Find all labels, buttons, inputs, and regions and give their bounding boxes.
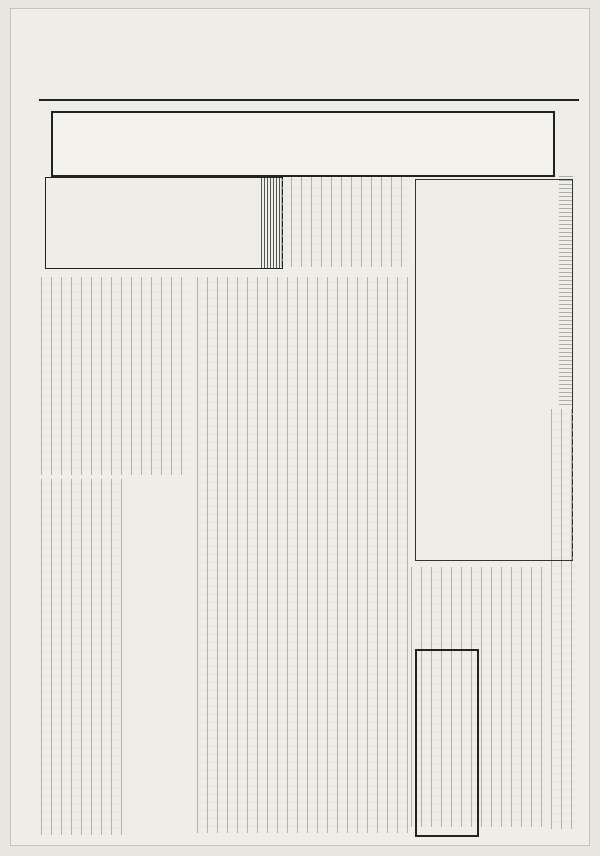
film-schedule-table bbox=[45, 177, 283, 269]
feature-frame bbox=[415, 179, 573, 561]
middle-article-text bbox=[197, 277, 409, 833]
left-article-text-upper bbox=[41, 277, 191, 475]
left-article-text-lower bbox=[41, 479, 125, 835]
supervision-points-box bbox=[415, 649, 479, 837]
newspaper-page bbox=[10, 8, 590, 846]
schedule-text bbox=[281, 177, 411, 267]
article-text-columns bbox=[551, 409, 579, 829]
masthead bbox=[51, 111, 555, 177]
page-header bbox=[39, 75, 579, 97]
decorative-border bbox=[559, 175, 573, 405]
